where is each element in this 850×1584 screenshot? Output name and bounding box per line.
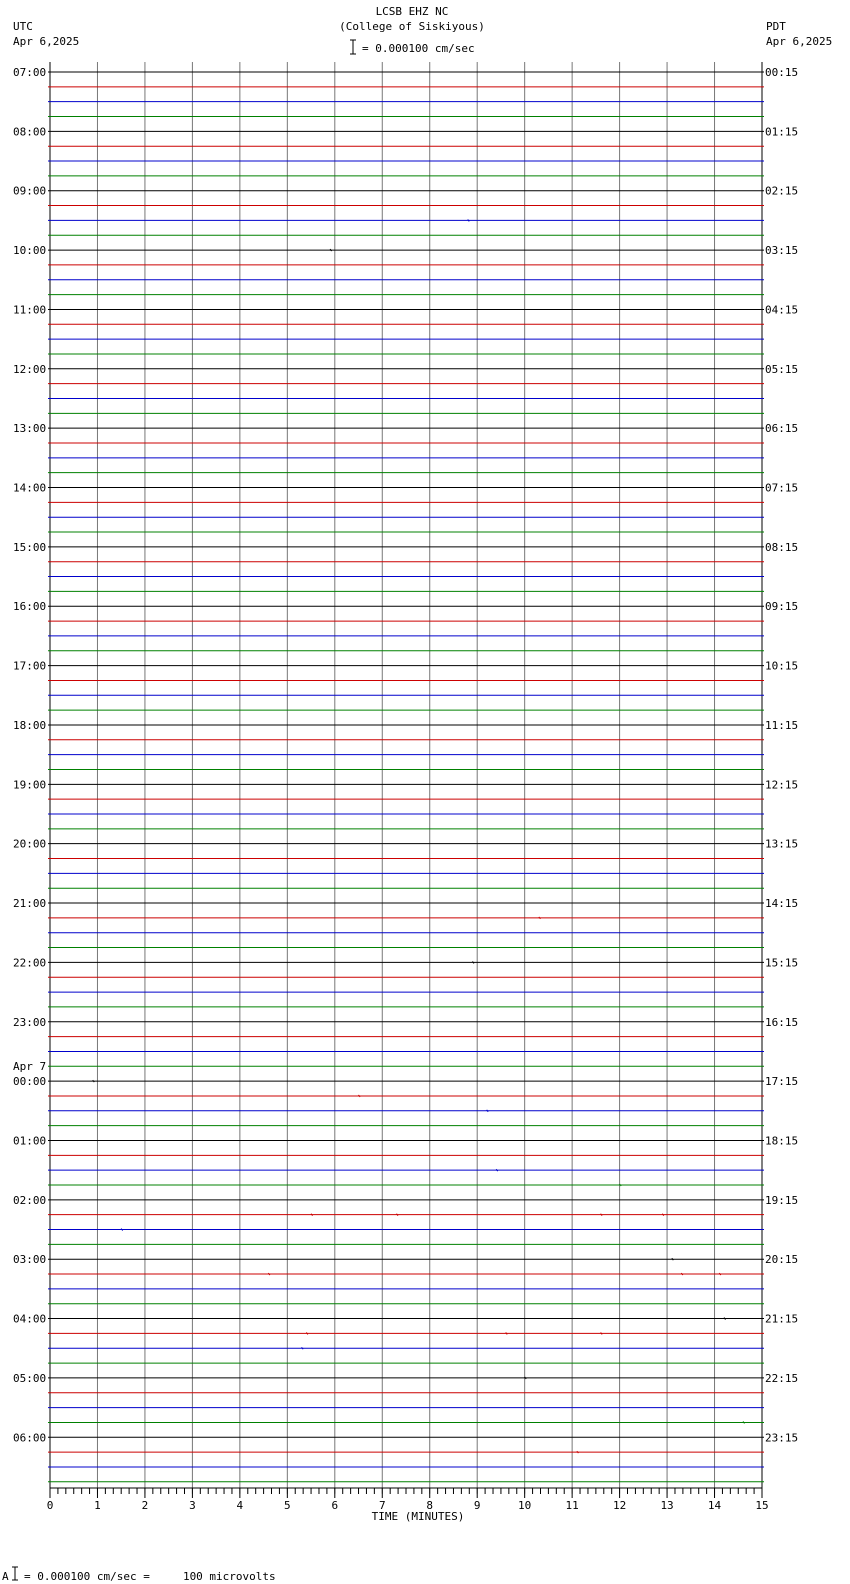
- right-hour-label: 10:15: [765, 659, 799, 673]
- x-tick-label: 15: [755, 1499, 769, 1512]
- left-hour-label: 14:00: [13, 481, 47, 495]
- right-hour-label: 02:15: [765, 184, 799, 198]
- footer-scale-label: = 0.000100 cm/sec = 100 microvolts: [24, 1570, 276, 1583]
- footer-scale-bar: [12, 1567, 18, 1580]
- left-hour-label: 07:00: [13, 66, 47, 79]
- left-hour-label: 16:00: [13, 600, 47, 614]
- chart-subtitle: (College of Siskiyous): [339, 20, 485, 33]
- event-mark: [672, 1258, 674, 1260]
- x-tick-label: 9: [473, 1499, 481, 1512]
- event-mark: [743, 1421, 745, 1423]
- right-timezone: PDT: [766, 20, 786, 33]
- left-hour-label: 08:00: [13, 125, 47, 139]
- x-tick-label: 6: [331, 1499, 339, 1512]
- left-hour-label: 18:00: [13, 718, 47, 732]
- right-hour-label: 06:15: [765, 422, 799, 436]
- left-hour-label: 21:00: [13, 897, 47, 911]
- right-hour-label: 19:15: [765, 1193, 799, 1207]
- right-hour-label: 16:15: [765, 1015, 799, 1029]
- left-hour-labels: [13, 66, 46, 1444]
- footer-mark: A: [2, 1570, 9, 1583]
- right-hour-label: 17:15: [765, 1075, 799, 1089]
- event-mark: [724, 1318, 726, 1320]
- left-hour-label: 09:00: [13, 184, 47, 198]
- left-hour-label: 03:00: [13, 1253, 47, 1267]
- right-hour-label: 13:15: [765, 837, 799, 851]
- right-hour-label: 23:15: [765, 1431, 799, 1445]
- left-hour-label: 19:00: [13, 778, 47, 792]
- x-tick-label: 7: [378, 1499, 386, 1512]
- x-tick-label: 11: [565, 1499, 579, 1512]
- x-tick-label: 8: [426, 1499, 434, 1512]
- x-tick-label: 4: [236, 1499, 244, 1512]
- event-mark: [359, 1095, 361, 1097]
- x-axis: [47, 1488, 769, 1512]
- event-mark: [577, 1451, 579, 1453]
- chart-title: LCSB EHZ NC: [375, 5, 449, 18]
- event-mark: [468, 219, 470, 221]
- event-mark: [719, 1273, 721, 1275]
- event-mark: [506, 1332, 508, 1334]
- left-hour-label: 22:00: [13, 956, 47, 970]
- right-hour-label: 03:15: [765, 244, 799, 258]
- right-hour-label: 05:15: [765, 362, 799, 376]
- x-tick-label: 0: [46, 1499, 54, 1512]
- x-tick-label: 2: [141, 1499, 149, 1512]
- left-hour-label: 04:00: [13, 1312, 47, 1326]
- right-hour-label: 15:15: [765, 956, 799, 970]
- left-hour-label: 05:00: [13, 1371, 47, 1385]
- event-mark: [681, 1273, 683, 1275]
- left-timezone: UTC: [13, 20, 33, 33]
- event-mark: [330, 249, 332, 251]
- event-mark: [268, 1273, 270, 1275]
- event-mark: [93, 1080, 95, 1082]
- right-hour-label: 08:15: [765, 540, 799, 554]
- event-mark: [397, 1214, 399, 1216]
- right-hour-label: 00:15: [765, 66, 799, 79]
- right-date: Apr 6,2025: [766, 35, 833, 48]
- right-hour-label: 07:15: [765, 481, 799, 495]
- left-hour-label: 10:00: [13, 244, 47, 258]
- x-tick-label: 1: [94, 1499, 101, 1512]
- left-hour-label: 13:00: [13, 422, 47, 436]
- x-tick-label: 10: [518, 1499, 532, 1512]
- right-hour-label: 04:15: [765, 303, 799, 317]
- x-tick-label: 3: [189, 1499, 196, 1512]
- event-mark: [311, 1214, 313, 1216]
- left-hour-label: 12:00: [13, 362, 47, 376]
- x-tick-label: 12: [612, 1499, 627, 1512]
- event-mark: [601, 1214, 603, 1216]
- left-hour-label: 00:00: [13, 1075, 47, 1089]
- right-hour-label: 12:15: [765, 778, 799, 792]
- left-hour-label: 23:00: [13, 1015, 47, 1029]
- event-marks: [93, 219, 745, 1453]
- right-hour-label: 18:15: [765, 1134, 799, 1148]
- right-hour-label: 20:15: [765, 1253, 799, 1267]
- right-hour-label: 22:15: [765, 1371, 799, 1385]
- left-hour-label: 06:00: [13, 1431, 47, 1445]
- left-hour-label: 01:00: [13, 1134, 47, 1148]
- left-hour-label: 02:00: [13, 1193, 47, 1207]
- right-hour-label: 14:15: [765, 897, 799, 911]
- right-hour-label: 01:15: [765, 125, 799, 139]
- left-hour-label: 11:00: [13, 303, 47, 317]
- left-hour-label: 15:00: [13, 540, 47, 554]
- right-hour-label: 11:15: [765, 718, 799, 732]
- right-hour-label: 21:15: [765, 1312, 799, 1326]
- left-hour-label: 17:00: [13, 659, 47, 673]
- left-date: Apr 6,2025: [13, 35, 80, 48]
- scale-bar: [350, 40, 356, 54]
- seismic-traces: [48, 72, 764, 1482]
- event-mark: [601, 1332, 603, 1334]
- event-mark: [662, 1214, 664, 1216]
- event-mark: [496, 1169, 498, 1171]
- x-axis-label: TIME (MINUTES): [371, 1510, 465, 1523]
- event-mark: [487, 1110, 489, 1112]
- x-tick-label: 5: [284, 1499, 291, 1512]
- event-mark: [302, 1347, 304, 1349]
- right-hour-label: 09:15: [765, 600, 799, 614]
- date-change-label: Apr 7: [13, 1060, 47, 1074]
- event-mark: [539, 917, 541, 919]
- minute-gridlines: [50, 62, 762, 1494]
- event-mark: [472, 961, 474, 963]
- x-tick-label: 14: [707, 1499, 722, 1512]
- left-hour-label: 20:00: [13, 837, 47, 851]
- event-mark: [121, 1229, 123, 1231]
- x-tick-label: 13: [660, 1499, 674, 1512]
- right-hour-labels: [765, 66, 798, 1444]
- event-mark: [306, 1332, 308, 1334]
- scale-label: = 0.000100 cm/sec: [362, 42, 475, 55]
